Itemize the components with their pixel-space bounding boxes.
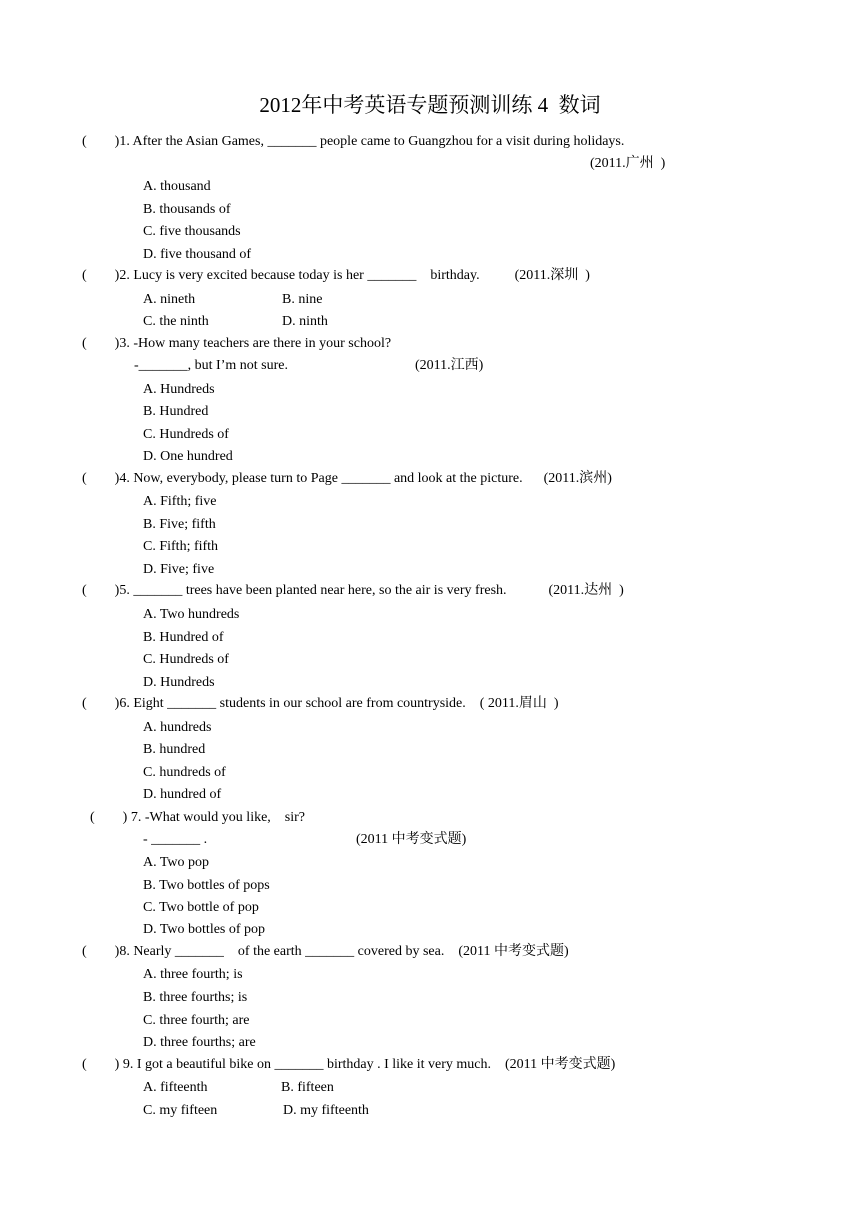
- question-8-option-b: B. three fourths; is: [143, 990, 248, 1005]
- question-3-option-b: B. Hundred: [143, 404, 209, 419]
- question-7-source: (2011 中考变式题): [356, 832, 467, 847]
- question-3-option-a: A. Hundreds: [143, 382, 215, 397]
- question-5-option-b: B. Hundred of: [143, 630, 224, 645]
- question-4-option-d: D. Five; five: [143, 562, 215, 577]
- question-5-option-d: D. Hundreds: [143, 675, 215, 690]
- question-7-option-d: D. Two bottles of pop: [143, 922, 266, 937]
- question-8-option-d: D. three fourths; are: [143, 1035, 256, 1050]
- question-3-line-2: -_______, but I’m not sure.: [134, 358, 288, 373]
- question-4-option-a: A. Fifth; five: [143, 494, 217, 509]
- question-7-option-b: B. Two bottles of pops: [143, 878, 270, 893]
- question-9-prompt: ( ) 9. I got a beautiful bike on _______ birthday . I like it very much. (2011 中考变式题): [82, 1057, 616, 1072]
- question-7-prompt: ( ) 7. -What would you like, sir?: [90, 810, 306, 825]
- question-4-option-c: C. Fifth; fifth: [143, 539, 219, 554]
- question-9-option-a: A. fifteenth: [143, 1080, 208, 1095]
- question-7-line-2: - _______ .: [143, 832, 208, 847]
- question-1-option-d: D. five thousand of: [143, 247, 252, 262]
- question-9-option-d: D. my fifteenth: [283, 1103, 369, 1118]
- question-9-option-b: B. fifteen: [281, 1080, 334, 1095]
- question-7-option-a: A. Two pop: [143, 855, 210, 870]
- question-3-option-c: C. Hundreds of: [143, 427, 229, 442]
- question-9-option-c: C. my fifteen: [143, 1103, 218, 1118]
- question-1-option-b: B. thousands of: [143, 202, 231, 217]
- question-3-prompt: ( )3. -How many teachers are there in your school?: [82, 336, 392, 351]
- question-1-option-c: C. five thousands: [143, 224, 241, 239]
- question-3-option-d: D. One hundred: [143, 449, 233, 464]
- question-2-option-d: D. ninth: [282, 314, 328, 329]
- question-6-option-d: D. hundred of: [143, 787, 222, 802]
- question-7-option-c: C. Two bottle of pop: [143, 900, 259, 915]
- question-8-option-c: C. three fourth; are: [143, 1013, 250, 1028]
- question-2-option-b: B. nine: [282, 292, 323, 307]
- question-1-source: (2011.广州 ): [590, 156, 666, 171]
- question-1-prompt: ( )1. After the Asian Games, _______ people came to Guangzhou for a visit during holidays.: [82, 134, 625, 149]
- question-5-option-a: A. Two hundreds: [143, 607, 240, 622]
- question-2-option-c: C. the ninth: [143, 314, 209, 329]
- question-8-prompt: ( )8. Nearly _______ of the earth _______ covered by sea. (2011 中考变式题): [82, 944, 569, 959]
- question-5-prompt: ( )5. _______ trees have been planted near here, so the air is very fresh. (2011.达州 ): [82, 583, 624, 598]
- question-2-prompt: ( )2. Lucy is very excited because today is her _______ birthday. (2011.深圳 ): [82, 268, 590, 283]
- question-3-source: (2011.江西): [415, 358, 484, 373]
- question-4-option-b: B. Five; fifth: [143, 517, 216, 532]
- question-1-option-a: A. thousand: [143, 179, 211, 194]
- question-4-prompt: ( )4. Now, everybody, please turn to Page _______ and look at the picture. (2011.滨州): [82, 471, 612, 486]
- question-2-option-a: A. nineth: [143, 292, 196, 307]
- question-6-option-a: A. hundreds: [143, 720, 212, 735]
- question-6-option-b: B. hundred: [143, 742, 206, 757]
- question-6-prompt: ( )6. Eight _______ students in our school are from countryside. ( 2011.眉山 ): [82, 696, 559, 711]
- question-8-option-a: A. three fourth; is: [143, 967, 243, 982]
- page-title: 2012年中考英语专题预测训练 4 数词: [259, 93, 601, 117]
- question-5-option-c: C. Hundreds of: [143, 652, 229, 667]
- question-6-option-c: C. hundreds of: [143, 765, 226, 780]
